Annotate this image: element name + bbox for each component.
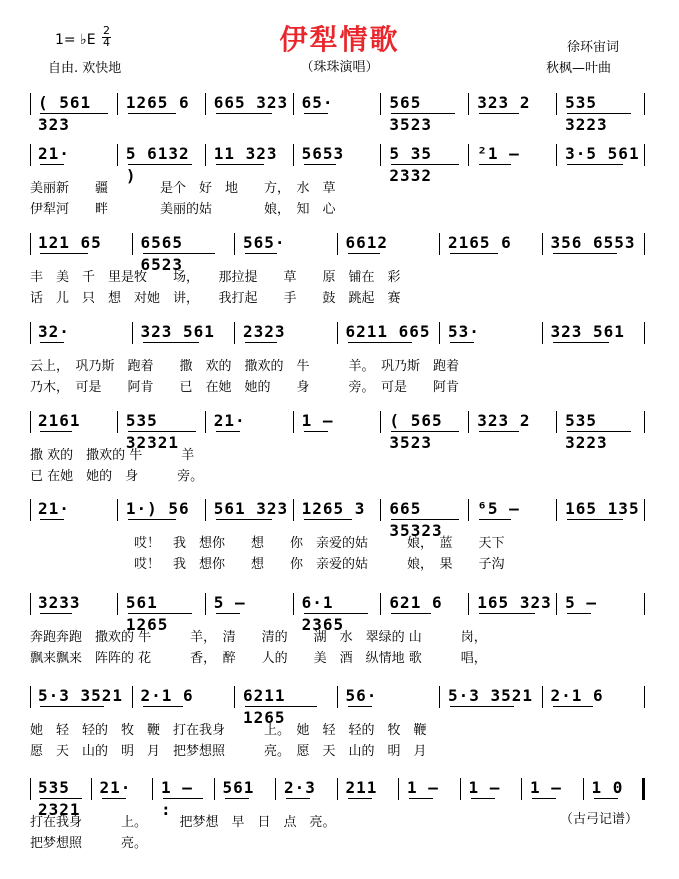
measure: 665 323 <box>213 93 289 112</box>
barline <box>205 144 206 166</box>
transcriber-credit: （古弓记谱） <box>560 812 639 827</box>
measure: 5 – <box>213 593 246 612</box>
measure: ( 565 3523 <box>389 411 443 452</box>
beam-underline <box>40 431 72 432</box>
barline <box>275 778 276 800</box>
beam-underline <box>567 519 623 520</box>
measure: 6211 665 <box>345 322 431 341</box>
lyrics-verse-2: 话 儿 只 想 对她 讲， 我打起 手 鼓 跳起 赛 <box>30 291 401 306</box>
beam-underline <box>286 798 310 799</box>
barline <box>205 499 206 521</box>
barline <box>460 778 461 800</box>
beam-underline <box>479 164 511 165</box>
time-signature-bottom: 4 <box>103 36 110 49</box>
barline <box>644 593 645 615</box>
beam-underline <box>128 113 176 114</box>
barline <box>132 233 133 255</box>
tempo-marking: 自由. 欢快地 <box>48 61 122 76</box>
measure: 21· <box>213 411 246 430</box>
barline <box>30 686 31 708</box>
measure: 53· <box>448 322 480 341</box>
beam-underline <box>128 164 192 165</box>
barline <box>152 778 153 800</box>
beam-underline <box>553 253 617 254</box>
time-signature <box>102 26 111 48</box>
barline <box>293 593 294 615</box>
lyrics-verse-1: 奔跑奔跑 撒欢的 牛 羊， 清 清的 湖 水 翠绿的 山 岗， <box>30 630 487 645</box>
barline <box>30 144 31 166</box>
lyricist-credit: 徐环宙词 <box>567 40 620 55</box>
beam-underline <box>40 798 82 799</box>
barline <box>205 411 206 433</box>
score-system <box>0 592 679 672</box>
notes-row <box>30 321 645 343</box>
measure: 323 2 <box>477 93 531 112</box>
measure: 2323 <box>243 322 286 341</box>
beam-underline <box>216 431 240 432</box>
barline <box>468 499 469 521</box>
beam-underline <box>143 706 183 707</box>
beam-underline <box>216 613 240 614</box>
barline <box>337 686 338 708</box>
barline <box>468 93 469 115</box>
beam-underline <box>40 519 64 520</box>
beam-underline <box>348 798 372 799</box>
lyrics-verse-2: 乃木， 可是 阿肯 已 在她 她的 身 旁。 可是 阿肯 <box>30 380 460 395</box>
measure: 535 2321 <box>38 778 81 819</box>
barline <box>644 322 645 344</box>
barline <box>132 686 133 708</box>
measure: 561 1265 <box>125 593 169 634</box>
barline <box>30 411 31 433</box>
measure: 121 65 <box>38 233 102 252</box>
beam-underline <box>391 431 459 432</box>
key-signature: 1= ♭E <box>55 32 96 48</box>
barline <box>293 93 294 115</box>
beam-underline <box>40 113 108 114</box>
barline <box>132 322 133 344</box>
beam-underline <box>348 253 380 254</box>
song-title: 伊犁情歌 <box>279 23 400 56</box>
beam-underline <box>40 253 88 254</box>
beam-underline <box>40 706 104 707</box>
barline <box>337 778 338 800</box>
barline <box>644 144 645 166</box>
measure: 356 6553 <box>550 233 636 252</box>
beam-underline <box>304 113 328 114</box>
barline <box>583 778 584 800</box>
beam-underline <box>391 519 459 520</box>
barline <box>644 499 645 521</box>
measure: 561 <box>222 778 255 797</box>
beam-underline <box>245 253 277 254</box>
beam-underline <box>450 706 514 707</box>
notes-row <box>30 498 645 540</box>
time-signature-top: 2 <box>103 24 110 37</box>
barline <box>439 233 440 255</box>
barline <box>380 593 381 615</box>
measure: 1265 3 <box>301 499 366 518</box>
measure: 2·1 6 <box>140 686 194 705</box>
barline <box>380 499 381 521</box>
measure: 535 3223 <box>565 93 608 134</box>
score-system <box>0 498 679 578</box>
barline <box>380 411 381 433</box>
beam-underline <box>163 798 203 799</box>
notes-row <box>30 410 645 452</box>
beam-underline <box>216 113 272 114</box>
barline <box>542 322 543 344</box>
barline <box>293 411 294 433</box>
measure: 5·3 3521 <box>38 686 124 705</box>
lyrics-verse-1: 美丽新 疆 是个 好 地 方， 水 草 <box>30 181 336 196</box>
barline <box>30 233 31 255</box>
barline <box>380 93 381 115</box>
lyrics-verse-1: 打在我身 上。 把梦想 早 日 点 亮。 <box>30 815 336 830</box>
measure: 211 <box>345 778 378 797</box>
measure: 2161 <box>38 411 81 430</box>
lyrics-verse-1: 云上， 巩乃斯 跑着 撒 欢的 撒欢的 牛 羊。 巩乃斯 跑着 <box>30 359 460 374</box>
barline <box>380 144 381 166</box>
measure: 561 323 <box>213 499 289 518</box>
barline <box>468 144 469 166</box>
singer-label: （珠珠演唱） <box>300 60 379 75</box>
measure: 21· <box>38 499 70 518</box>
beam-underline <box>409 798 433 799</box>
barline <box>468 593 469 615</box>
beam-underline <box>40 164 64 165</box>
lyrics-verse-1: 她 轻 轻的 牧 鞭 打在我身 上。 她 轻 轻的 牧 鞭 <box>30 723 427 738</box>
beam-underline <box>479 113 519 114</box>
measure: 56· <box>345 686 378 705</box>
barline <box>30 778 31 800</box>
beam-underline <box>391 113 455 114</box>
barline <box>644 233 645 255</box>
barline <box>117 144 118 166</box>
beam-underline <box>479 519 511 520</box>
measure: ( 561 323 <box>38 93 92 134</box>
barline <box>556 93 557 115</box>
measure: 5 6132 ) <box>125 144 190 185</box>
measure: 1 – <box>407 778 439 797</box>
barline <box>337 233 338 255</box>
barline <box>117 411 118 433</box>
beam-underline <box>216 519 272 520</box>
measure: 565 3523 <box>389 93 432 134</box>
beam-underline <box>40 342 64 343</box>
lyrics-verse-2: 把梦想照 亮。 <box>30 836 148 851</box>
beam-underline <box>304 519 352 520</box>
measure: 621 6 <box>389 593 443 612</box>
beam-underline <box>143 253 215 254</box>
measure: 1 0 <box>591 778 624 797</box>
barline <box>234 233 235 255</box>
measure: 5·3 3521 <box>448 686 534 705</box>
measure: 1 – <box>468 778 501 797</box>
measure: 3·5 561 <box>565 144 640 163</box>
beam-underline <box>143 342 199 343</box>
barline <box>468 411 469 433</box>
notes-row <box>30 143 645 185</box>
measure: 535 32321 <box>125 411 180 452</box>
notes-row <box>30 685 645 727</box>
measure: 6·1 2365 <box>301 593 345 634</box>
beam-underline <box>532 798 556 799</box>
lyrics-verse-1: 哎！ 我 想你 想 你 亲爱的姑 娘， 蓝 天下 <box>30 536 505 551</box>
barline <box>234 686 235 708</box>
measure: 1 – <box>301 411 334 430</box>
notes-row <box>30 92 645 134</box>
lyrics-verse-2: 伊犁河 畔 美丽的姑 娘， 知 心 <box>30 202 336 217</box>
barline <box>117 93 118 115</box>
barline <box>30 593 31 615</box>
beam-underline <box>450 342 474 343</box>
beam-underline <box>40 613 72 614</box>
beam-underline <box>348 342 412 343</box>
score-system <box>0 232 679 312</box>
measure: 1265 6 <box>125 93 190 112</box>
measure: 5 35 2332 <box>389 144 432 185</box>
beam-underline <box>128 613 192 614</box>
barline <box>521 778 522 800</box>
measure: ⁶5 – <box>477 499 520 518</box>
barline <box>398 778 399 800</box>
beam-underline <box>553 706 593 707</box>
beam-underline <box>567 164 623 165</box>
lyrics-verse-1: 撒 欢的 撒欢的 牛 羊 <box>30 448 195 463</box>
measure: 2165 6 <box>448 233 512 252</box>
barline <box>556 411 557 433</box>
composer-credit: 秋枫—叶曲 <box>546 61 612 76</box>
barline <box>337 322 338 344</box>
barline <box>644 93 645 115</box>
measure: 665 35323 <box>389 499 443 540</box>
beam-underline <box>594 798 618 799</box>
beam-underline <box>245 706 317 707</box>
measure: 323 2 <box>477 411 531 430</box>
barline <box>117 593 118 615</box>
measure: 5653 <box>301 144 345 163</box>
notes-row <box>30 777 645 819</box>
beam-underline <box>225 798 249 799</box>
score-system <box>0 777 679 857</box>
beam-underline <box>567 613 591 614</box>
notes-row <box>30 592 645 634</box>
barline <box>439 322 440 344</box>
barline <box>556 144 557 166</box>
measure: 32· <box>38 322 70 341</box>
barline <box>542 233 543 255</box>
barline <box>205 593 206 615</box>
measure: 1·) 56 <box>125 499 190 518</box>
beam-underline <box>102 798 126 799</box>
barline <box>91 778 92 800</box>
barline <box>644 411 645 433</box>
beam-underline <box>245 342 277 343</box>
beam-underline <box>304 164 336 165</box>
barline <box>214 778 215 800</box>
measure: 11 323 <box>213 144 278 163</box>
measure: ²1 – <box>477 144 520 163</box>
measure: 165 135 <box>565 499 640 518</box>
barline <box>542 686 543 708</box>
beam-underline <box>216 164 264 165</box>
measure: 6211 1265 <box>243 686 286 727</box>
beam-underline <box>471 798 495 799</box>
score-system <box>0 321 679 401</box>
notes-row <box>30 232 645 274</box>
measure: 2·3 <box>284 778 316 797</box>
barline <box>30 322 31 344</box>
barline <box>439 686 440 708</box>
barline <box>644 686 645 708</box>
beam-underline <box>479 613 535 614</box>
beam-underline <box>128 431 196 432</box>
barline <box>556 593 557 615</box>
measure: 1 – : <box>161 778 193 819</box>
beam-underline <box>391 164 459 165</box>
beam-underline <box>553 342 609 343</box>
measure: 565· <box>243 233 286 252</box>
lyrics-verse-1: 丰 美 千 里是牧 场， 那拉提 草 原 铺在 彩 <box>30 270 401 285</box>
barline <box>30 499 31 521</box>
beam-underline <box>567 113 631 114</box>
barline <box>205 93 206 115</box>
lyrics-verse-2: 飘来飘来 阵阵的 花 香， 醉 人的 美 酒 纵情地 歌 唱， <box>30 651 487 666</box>
score-system <box>0 410 679 490</box>
score-system <box>0 143 679 223</box>
barline <box>293 144 294 166</box>
lyrics-verse-2: 哎！ 我 想你 想 你 亲爱的姑 娘， 果 子沟 <box>30 557 505 572</box>
measure: 5 – <box>565 593 598 612</box>
barline <box>30 93 31 115</box>
barline <box>234 322 235 344</box>
beam-underline <box>479 431 519 432</box>
measure: 165 323 <box>477 593 552 612</box>
measure: 21· <box>99 778 132 797</box>
measure: 6612 <box>345 233 389 252</box>
measure: 3233 <box>38 593 81 612</box>
beam-underline <box>567 431 631 432</box>
barline <box>293 499 294 521</box>
measure: 535 3223 <box>565 411 608 452</box>
barline <box>117 499 118 521</box>
beam-underline <box>304 613 368 614</box>
measure: 323 561 <box>140 322 215 341</box>
measure: 323 561 <box>550 322 625 341</box>
beam-underline <box>348 706 372 707</box>
measure: 1 – <box>530 778 562 797</box>
measure: 2·1 6 <box>550 686 604 705</box>
score-system <box>0 685 679 765</box>
measure: 65· <box>301 93 334 112</box>
measure: 6565 6523 <box>140 233 184 274</box>
beam-underline <box>304 431 328 432</box>
beam-underline <box>128 519 176 520</box>
lyrics-verse-2: 愿 天 山的 明 月 把梦想照 亮。 愿 天 山的 明 月 <box>30 744 427 759</box>
beam-underline <box>391 613 431 614</box>
beam-underline <box>450 253 498 254</box>
measure: 21· <box>38 144 70 163</box>
barline <box>556 499 557 521</box>
final-barline <box>642 778 645 800</box>
lyrics-verse-2: 已 在她 她的 身 旁。 <box>30 469 204 484</box>
